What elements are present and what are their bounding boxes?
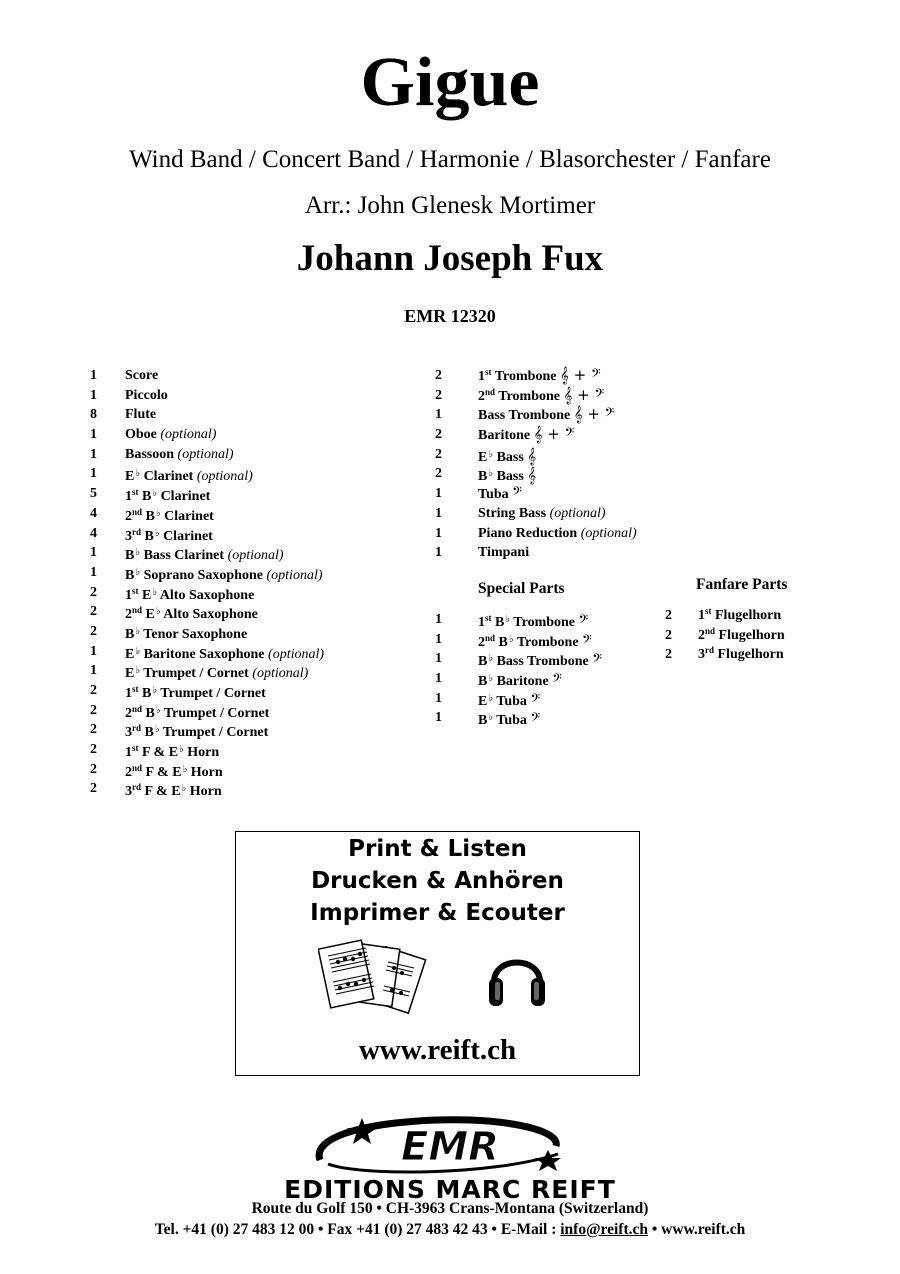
part-row <box>90 681 410 701</box>
clef-icon: 𝄞 + 𝄢 <box>559 366 601 384</box>
part-row <box>90 563 410 583</box>
part-ordinal-suffix: nd <box>485 386 496 397</box>
part-name <box>125 366 158 386</box>
part-name <box>698 606 781 626</box>
part-instrument: B♭ Tenor Saxophone <box>125 625 248 642</box>
promo-line-english: Print & Listen <box>348 836 527 862</box>
part-instrument: E♭ Baritone Saxophone <box>125 645 265 662</box>
part-row <box>90 602 410 622</box>
part-ordinal: 3 <box>125 725 132 741</box>
part-instrument: Flugelhorn <box>715 608 782 623</box>
part-quantity: 2 <box>90 623 97 639</box>
part-row <box>435 689 665 709</box>
part-ordinal-suffix: st <box>485 613 492 623</box>
part-optional-note: (optional) <box>252 666 309 682</box>
part-row <box>435 630 665 650</box>
logo-text: EMR <box>401 1124 499 1170</box>
part-ordinal-suffix: nd <box>705 625 716 636</box>
part-instrument: B♭ Tuba <box>478 712 527 729</box>
part-ordinal-suffix: st <box>132 684 139 694</box>
part-quantity: 1 <box>90 387 97 403</box>
clef-icon: 𝄢 <box>552 671 562 690</box>
part-name <box>478 405 614 426</box>
part-name <box>478 366 601 387</box>
part-name <box>478 543 529 563</box>
part-quantity: 1 <box>90 427 97 443</box>
parts-list-middle <box>435 366 695 563</box>
contact-website[interactable]: • www.reift.ch <box>648 1221 746 1238</box>
headphones-icon <box>486 942 548 1012</box>
part-instrument: Bass Trombone <box>478 408 571 424</box>
part-ordinal: 2 <box>125 607 132 623</box>
ensemble-subtitle: Wind Band / Concert Band / Harmonie / Blasorchester / Fanfare <box>129 146 771 173</box>
part-instrument: Oboe <box>125 427 157 443</box>
page-title: Gigue <box>360 44 540 121</box>
part-quantity: 2 <box>435 466 442 482</box>
part-ordinal: 3 <box>125 784 132 800</box>
part-ordinal: 1 <box>125 686 132 701</box>
contact-phone-fax: Tel. +41 (0) 27 483 12 00 • Fax +41 (0) 27 483 42 43 • E-Mail : <box>154 1221 561 1238</box>
part-instrument: Trombone <box>498 388 560 404</box>
part-ordinal-suffix: nd <box>132 506 143 517</box>
part-row <box>435 445 695 465</box>
part-ordinal: 2 <box>698 627 705 643</box>
contact-email-link[interactable]: info@reift.ch <box>560 1221 648 1238</box>
part-ordinal-suffix: st <box>132 585 139 596</box>
part-row <box>90 484 410 504</box>
parts-list-left <box>90 366 410 799</box>
composer-name: Johann Joseph Fux <box>296 238 604 279</box>
part-quantity: 2 <box>90 722 97 738</box>
part-instrument: Trombone <box>494 369 557 384</box>
part-row <box>435 669 665 689</box>
part-ordinal: 3 <box>698 647 705 663</box>
clef-icon: 𝄞 <box>527 446 537 465</box>
part-optional-note: (optional) <box>196 469 253 485</box>
clef-icon: 𝄢 <box>512 484 522 503</box>
part-optional-note: (optional) <box>268 646 325 662</box>
part-instrument: B♭ Clarinet <box>142 488 211 505</box>
part-instrument: E♭ Clarinet <box>125 468 194 485</box>
part-instrument: Piano Reduction <box>478 525 578 541</box>
clef-icon: 𝄢 <box>578 612 589 630</box>
part-instrument: E♭ Alto Saxophone <box>142 586 255 603</box>
part-quantity: 1 <box>90 643 97 659</box>
part-instrument: E♭ Trumpet / Cornet <box>125 665 249 682</box>
part-name <box>698 626 785 646</box>
part-quantity: 1 <box>435 525 442 541</box>
part-instrument: E♭ Tuba <box>478 692 527 709</box>
part-quantity: 1 <box>435 631 442 647</box>
part-instrument: B♭ Bass Clarinet <box>125 547 225 564</box>
part-quantity: 1 <box>90 545 97 561</box>
print-listen-box <box>235 831 640 1076</box>
clef-icon: 𝄢 <box>530 690 541 709</box>
part-quantity: 1 <box>435 486 442 502</box>
part-instrument: B♭ Soprano Saxophone <box>125 566 263 583</box>
part-quantity: 1 <box>90 663 97 679</box>
catalog-number: EMR 12320 <box>404 306 496 326</box>
part-row <box>90 583 410 603</box>
part-name <box>125 405 156 425</box>
part-row <box>90 366 410 386</box>
clef-icon: 𝄞 <box>527 466 537 485</box>
publisher-contact <box>0 1221 900 1239</box>
part-ordinal: 1 <box>125 745 132 761</box>
part-name <box>478 504 606 524</box>
promo-line-french: Imprimer & Ecouter <box>310 900 565 926</box>
part-quantity: 1 <box>435 545 442 561</box>
part-ordinal-suffix: rd <box>132 782 141 793</box>
part-name <box>125 445 234 465</box>
part-instrument: B♭ Bass Trombone <box>478 653 589 670</box>
part-ordinal-suffix: nd <box>132 703 143 714</box>
part-ordinal-suffix: rd <box>132 723 141 734</box>
part-instrument: B♭ Baritone <box>478 673 549 690</box>
part-quantity: 2 <box>90 702 97 718</box>
part-name <box>698 645 784 665</box>
emr-logo <box>300 1110 600 1180</box>
clef-icon: 𝄞 + 𝄢 <box>533 425 575 444</box>
part-instrument: Bassoon <box>125 446 175 462</box>
part-row <box>90 740 410 760</box>
part-row <box>90 760 410 780</box>
part-ordinal: 1 <box>125 489 132 505</box>
part-instrument: F & E♭ Horn <box>144 783 222 800</box>
part-name <box>478 484 522 505</box>
part-ordinal: 1 <box>698 608 705 623</box>
part-quantity: 2 <box>90 604 97 620</box>
part-instrument: Baritone <box>478 428 531 444</box>
part-ordinal-suffix: nd <box>132 762 143 773</box>
part-row <box>435 708 665 728</box>
part-quantity: 1 <box>435 407 442 423</box>
part-row <box>90 386 410 406</box>
part-quantity: 1 <box>435 651 442 667</box>
part-ordinal: 2 <box>125 764 132 780</box>
part-row <box>90 661 410 681</box>
fanfare-parts-heading: Fanfare Parts <box>696 576 788 593</box>
part-row <box>435 425 695 445</box>
part-instrument: String Bass <box>478 505 547 521</box>
part-ordinal-suffix: rd <box>132 526 141 537</box>
promo-website[interactable]: www.reift.ch <box>358 1034 517 1066</box>
part-row <box>90 622 410 642</box>
publisher-name: EDITIONS MARC REIFT <box>284 1175 616 1204</box>
part-quantity: 2 <box>90 761 97 777</box>
part-row <box>90 405 410 425</box>
part-name <box>478 386 604 407</box>
part-quantity: 1 <box>435 690 442 706</box>
clef-icon: 𝄢 <box>582 631 592 650</box>
part-quantity: 2 <box>435 427 442 443</box>
part-instrument: B♭ Bass <box>478 468 524 485</box>
part-row <box>90 504 410 524</box>
part-instrument: B♭ Clarinet <box>145 507 214 524</box>
part-row <box>435 484 695 504</box>
part-row <box>90 425 410 445</box>
part-ordinal: 1 <box>478 615 485 630</box>
part-instrument: B♭ Trumpet / Cornet <box>144 724 269 741</box>
part-row <box>435 405 695 425</box>
part-row <box>665 606 825 626</box>
part-quantity: 2 <box>665 647 672 663</box>
part-row <box>435 366 695 386</box>
part-quantity: 2 <box>665 627 672 643</box>
part-quantity: 1 <box>90 446 97 462</box>
part-row <box>665 626 825 646</box>
part-optional-note: (optional) <box>580 525 637 541</box>
part-name <box>478 425 574 446</box>
fanfare-parts-list <box>665 606 825 665</box>
part-optional-note: (optional) <box>177 446 234 462</box>
part-instrument: B♭ Trumpet / Cornet <box>142 685 266 701</box>
clef-icon: 𝄞 + 𝄢 <box>563 385 605 404</box>
part-quantity: 2 <box>90 683 97 698</box>
part-quantity: 4 <box>90 505 97 521</box>
sheet-music-icon <box>318 938 428 1026</box>
part-instrument: B♭ Trumpet / Cornet <box>145 704 270 721</box>
part-quantity: 4 <box>90 525 97 541</box>
part-quantity: 5 <box>90 486 97 502</box>
part-row <box>435 543 695 563</box>
part-ordinal: 2 <box>478 388 485 404</box>
part-row <box>90 642 410 662</box>
part-row <box>90 720 410 740</box>
part-instrument: F & E♭ Horn <box>142 744 220 761</box>
part-quantity: 2 <box>665 608 672 623</box>
part-optional-note: (optional) <box>160 427 217 443</box>
part-quantity: 1 <box>435 671 442 687</box>
part-quantity: 2 <box>435 387 442 403</box>
part-quantity: 1 <box>435 505 442 521</box>
part-ordinal: 2 <box>125 508 132 524</box>
clef-icon: 𝄢 <box>530 710 541 729</box>
part-quantity: 2 <box>90 584 97 600</box>
part-ordinal-suffix: nd <box>485 632 496 643</box>
part-row <box>435 649 665 669</box>
part-instrument: E♭ Alto Saxophone <box>145 606 258 623</box>
part-row <box>90 543 410 563</box>
part-ordinal-suffix: st <box>705 606 712 616</box>
clef-icon: 𝄞 + 𝄢 <box>573 405 615 424</box>
part-optional-note: (optional) <box>266 567 323 583</box>
part-instrument: Flugelhorn <box>717 647 784 663</box>
special-parts-list <box>435 610 665 728</box>
part-optional-note: (optional) <box>549 505 606 521</box>
part-instrument: E♭ Bass <box>478 448 524 465</box>
arranger-credit: Arr.: John Glenesk Mortimer <box>304 192 596 219</box>
part-instrument: Flute <box>125 407 157 423</box>
part-optional-note: (optional) <box>227 548 284 564</box>
part-name <box>478 524 637 544</box>
part-row <box>435 386 695 406</box>
part-instrument: B♭ Trombone <box>498 633 579 650</box>
part-quantity: 1 <box>90 564 97 580</box>
part-name <box>125 779 222 802</box>
part-row <box>435 610 665 630</box>
part-quantity: 1 <box>90 368 97 383</box>
part-quantity: 2 <box>435 368 442 383</box>
part-instrument: Tuba <box>478 487 509 503</box>
publisher-address: Route du Golf 150 • CH-3963 Crans-Montana (Switzerland) <box>251 1200 649 1217</box>
part-row <box>435 524 695 544</box>
part-row <box>90 464 410 484</box>
part-instrument: F & E♭ Horn <box>145 763 223 780</box>
part-quantity: 2 <box>90 742 97 758</box>
promo-line-german: Drucken & Anhören <box>311 868 564 894</box>
part-row <box>435 504 695 524</box>
special-parts-heading: Special Parts <box>478 580 565 597</box>
part-instrument: Piccolo <box>125 387 168 403</box>
part-ordinal: 2 <box>478 634 485 650</box>
part-name <box>125 386 168 406</box>
part-row <box>90 701 410 721</box>
part-quantity: 8 <box>90 407 97 423</box>
part-instrument: Score <box>125 368 159 383</box>
part-quantity: 1 <box>435 710 442 726</box>
part-ordinal-suffix: nd <box>132 605 143 616</box>
part-ordinal: 1 <box>478 369 485 384</box>
part-name <box>125 425 216 445</box>
part-quantity: 1 <box>90 466 97 482</box>
part-row <box>90 445 410 465</box>
part-ordinal-suffix: rd <box>705 645 714 656</box>
part-ordinal-suffix: st <box>132 743 139 754</box>
part-ordinal: 1 <box>125 587 132 603</box>
part-quantity: 1 <box>435 612 442 627</box>
part-row <box>90 524 410 544</box>
part-ordinal-suffix: st <box>132 487 139 498</box>
part-instrument: Timpani <box>478 545 530 561</box>
part-instrument: B♭ Trombone <box>495 614 576 630</box>
part-ordinal: 2 <box>125 705 132 721</box>
part-row <box>665 645 825 665</box>
part-instrument: Flugelhorn <box>718 627 785 643</box>
part-quantity: 2 <box>90 781 97 797</box>
part-quantity: 2 <box>435 446 442 462</box>
part-ordinal-suffix: st <box>485 367 492 377</box>
part-instrument: B♭ Clarinet <box>144 527 213 544</box>
part-name <box>478 708 540 731</box>
part-ordinal: 3 <box>125 528 132 544</box>
part-row <box>435 464 695 484</box>
clef-icon: 𝄢 <box>592 651 602 670</box>
part-row <box>90 779 410 799</box>
